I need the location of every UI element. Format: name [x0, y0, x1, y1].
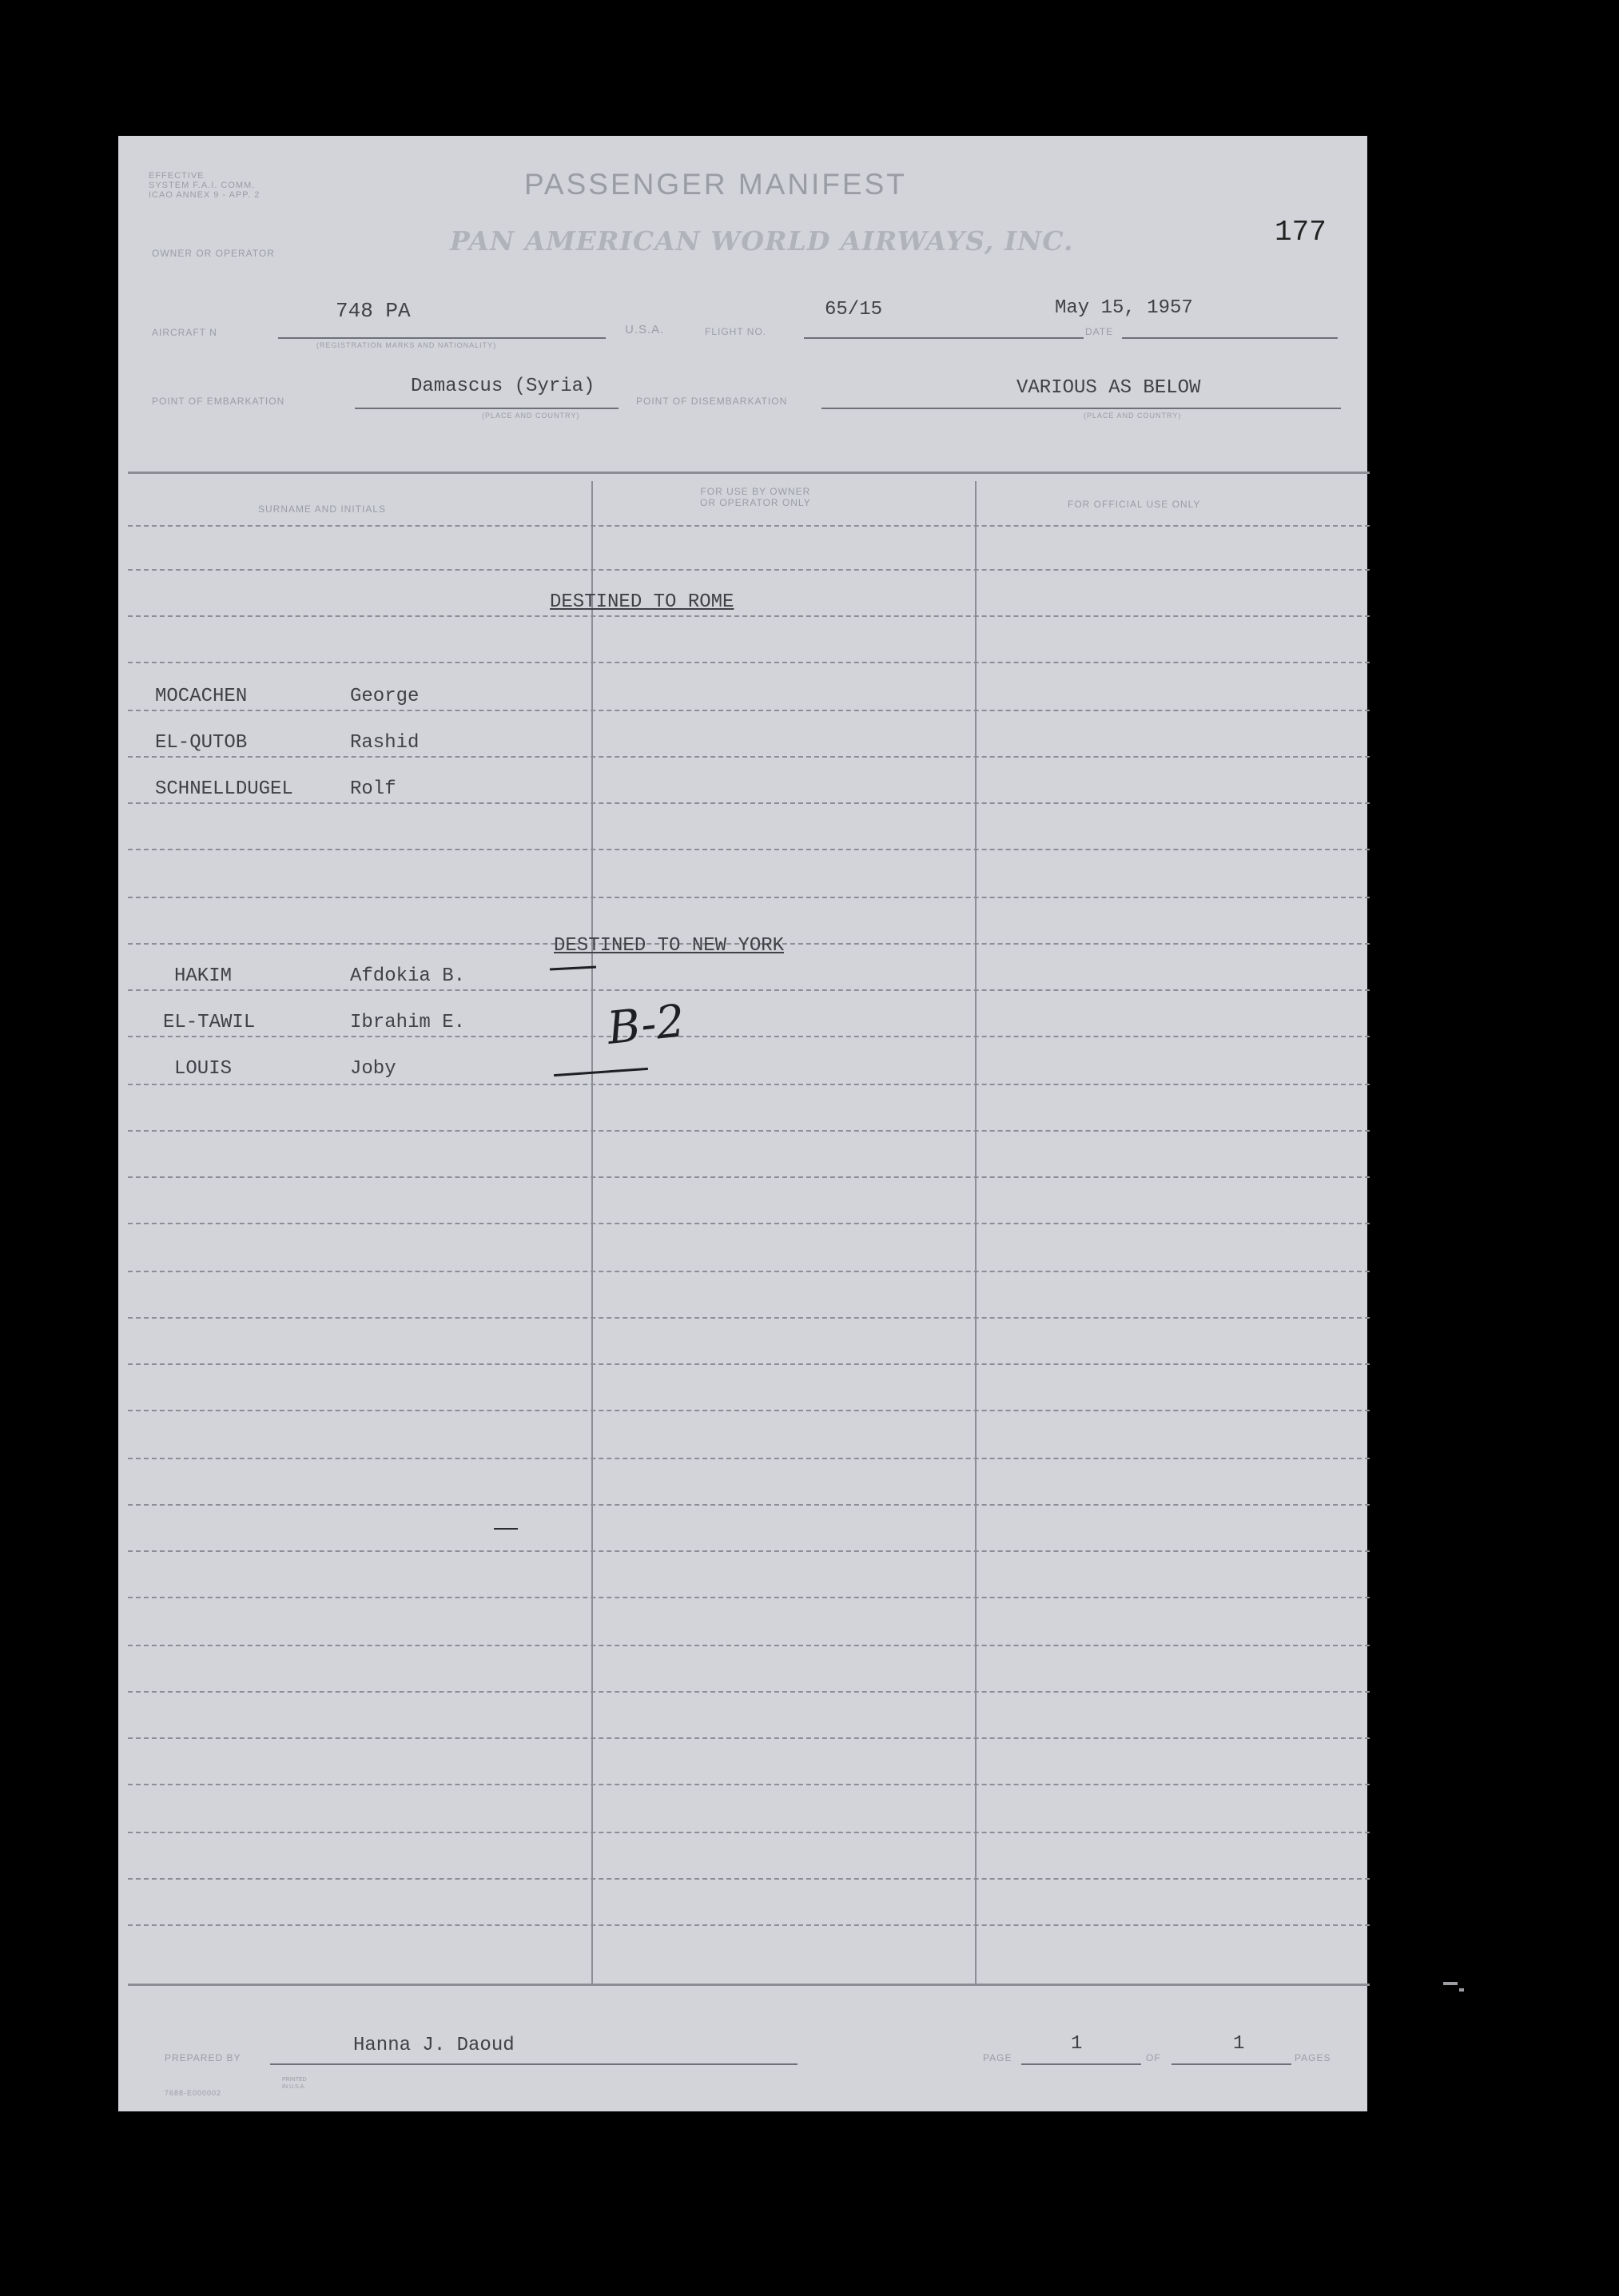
- date-value: May 15, 1957: [1055, 297, 1193, 319]
- disembark-value: VARIOUS AS BELOW: [1016, 377, 1201, 399]
- stamp-line: SYSTEM F.A.I. COMM.: [149, 181, 256, 190]
- disembark-label: POINT OF DISEMBARKATION: [636, 396, 788, 407]
- owner-label: OWNER OR OPERATOR: [152, 248, 275, 259]
- passenger-given: Rashid: [350, 732, 420, 754]
- col-header-owner: FOR USE BY OWNER OR OPERATOR ONLY: [700, 486, 811, 508]
- aircraft-caption: (REGISTRATION MARKS AND NATIONALITY): [316, 341, 497, 349]
- scan-speck: [1443, 1982, 1458, 1985]
- passenger-given: Rolf: [350, 778, 396, 800]
- prepared-value: Hanna J. Daoud: [353, 2035, 515, 2056]
- passenger-surname: HAKIM: [174, 965, 233, 987]
- page-number: 177: [1275, 216, 1327, 249]
- page-label: PAGE: [983, 2052, 1012, 2063]
- col-header-names: SURNAME AND INITIALS: [258, 503, 387, 515]
- flight-label: FLIGHT NO.: [705, 326, 767, 337]
- owner-value: PAN AMERICAN WORLD AIRWAYS, INC.: [450, 225, 1074, 257]
- passenger-given: Joby: [350, 1058, 396, 1080]
- pages-label: PAGES: [1295, 2052, 1331, 2063]
- handwritten-annotation: B-2: [604, 995, 687, 1055]
- date-label: DATE: [1085, 326, 1114, 337]
- printed-note: PRINTED IN U.S.A.: [282, 2077, 307, 2090]
- embark-label: POINT OF EMBARKATION: [152, 396, 285, 407]
- manifest-title: PASSENGER MANIFEST: [524, 168, 907, 201]
- stamp-line: ICAO ANNEX 9 - APP. 2: [149, 190, 261, 200]
- passenger-surname: SCHNELLDUGEL: [155, 778, 293, 800]
- passenger-given: Ibrahim E.: [350, 1012, 466, 1033]
- section-heading: DESTINED TO ROME: [550, 591, 734, 613]
- passenger-surname: MOCACHEN: [155, 686, 248, 707]
- manifest-sheet: [118, 136, 1367, 2111]
- scan-speck: [1459, 1988, 1464, 1992]
- passenger-surname: EL-TAWIL: [163, 1012, 256, 1033]
- stamp-line: EFFECTIVE: [149, 171, 205, 181]
- passenger-surname: EL-QUTOB: [155, 732, 248, 754]
- form-number: 7688-E000002: [165, 2089, 222, 2097]
- regulation-stamp: [149, 171, 260, 200]
- prepared-label: PREPARED BY: [165, 2052, 241, 2063]
- handwritten-tick: [494, 1528, 518, 1530]
- passenger-given: George: [350, 686, 420, 707]
- pages-value: 1: [1233, 2033, 1245, 2055]
- of-label: OF: [1146, 2052, 1161, 2063]
- aircraft-label: AIRCRAFT N: [152, 327, 217, 338]
- passenger-surname: LOUIS: [174, 1058, 233, 1080]
- handwritten-dash: [550, 965, 596, 970]
- embark-value: Damascus (Syria): [411, 376, 595, 397]
- handwritten-dash: [554, 1068, 648, 1076]
- page-value: 1: [1071, 2033, 1083, 2055]
- disembark-caption: (PLACE AND COUNTRY): [1084, 412, 1182, 420]
- passenger-given: Afdokia B.: [350, 965, 466, 987]
- embark-caption: (PLACE AND COUNTRY): [482, 412, 580, 420]
- col-header-official: FOR OFFICIAL USE ONLY: [1068, 499, 1201, 510]
- section-heading: DESTINED TO NEW YORK: [554, 935, 785, 957]
- aircraft-value: 748 PA: [336, 299, 411, 323]
- flight-value: 65/15: [825, 299, 883, 320]
- country: U.S.A.: [625, 323, 665, 336]
